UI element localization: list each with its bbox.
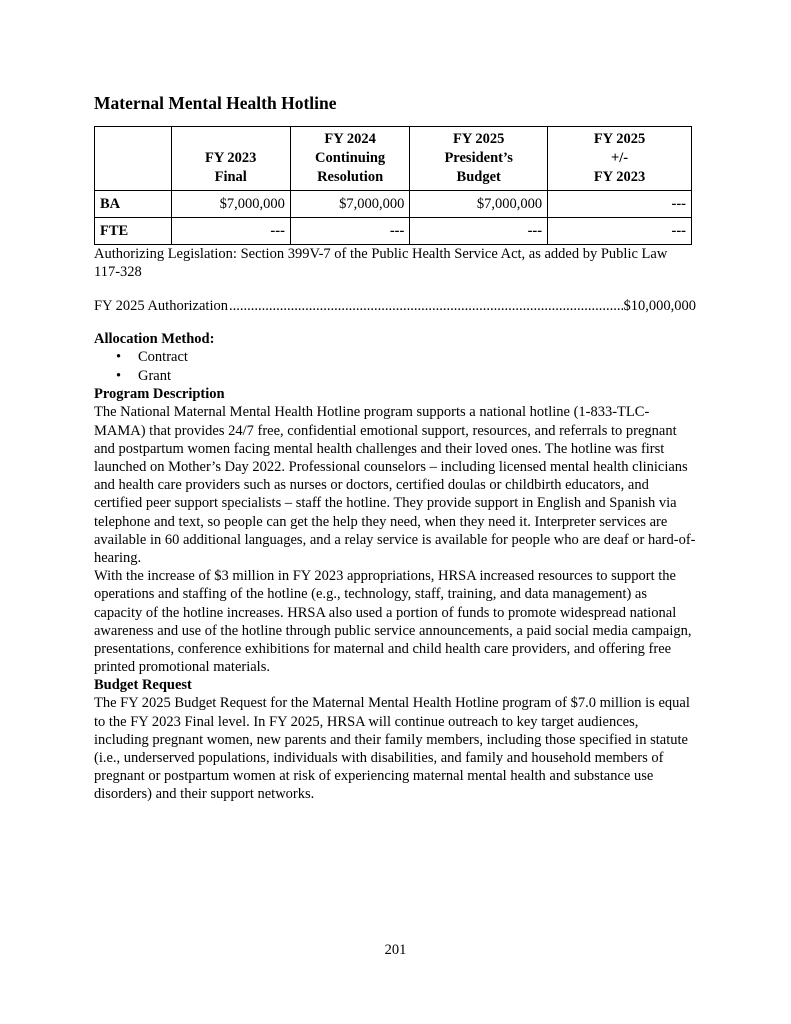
table-header-fy2025-change <box>548 127 692 191</box>
table-cell: --- <box>548 218 692 245</box>
table-header-blank <box>95 127 172 191</box>
dot-leader <box>229 297 623 315</box>
row-label: BA <box>95 191 172 218</box>
budget-table <box>94 126 692 245</box>
allocation-method-list <box>94 348 696 385</box>
header-line: +/- <box>610 150 629 166</box>
row-label: FTE <box>95 218 172 245</box>
table-row-ba <box>95 191 692 218</box>
program-description-paragraph: With the increase of $3 million in FY 2023 appropriations, HRSA increased resources to support the operations and staffing of the hotline (e.g., technology, staff, training, and data management) as capacity of the hotline increases. HRSA also used a portion of funds to promote widespread national awareness and use of the hotline through public service announcements, a paid social media campaign, presentations, conference exhibitions for maternal and child health care providers, and offering free printed promotional materials. <box>94 568 692 676</box>
program-description-paragraph: The National Maternal Mental Health Hotline program supports a national hotline (1-833-TLC-MAMA) that provides 24/7 free, confidential emotional support, resources, and referrals to pregnant and postpartum women facing mental health challenges and their loved ones. The hotline was first launched on Mother’s Day 2022. Professional counselors – including licensed mental health clinicians and health care providers such as nurses or doctors, certified doulas or childbirth educators, and certified peer support specialists – staff the hotline. They provide support in English and Spanish via telephone and text, so people can get the help they need, when they need it. Interpreter services are available in 60 additional languages, and a relay service is available for people who are deaf or hard-of-hearing. <box>94 404 696 567</box>
header-line: Final <box>214 169 247 185</box>
budget-request-paragraph: The FY 2025 Budget Request for the Maternal Mental Health Hotline program of $7.0 million is equal to the FY 2023 Final level. In FY 2025, HRSA will continue outreach to key target audiences, including pregnant women, new parents and their family members, including those specified in statute (i.e., underserved populations, individuals with disabilities, and family and household members of pregnant or postpartum women at risk of experiencing maternal mental health and substance use disorders) and their support networks. <box>94 695 690 803</box>
list-item: • Contract <box>116 348 696 367</box>
header-line: President’s <box>444 150 513 166</box>
fy-authorization-label: FY 2025 Authorization <box>94 298 228 315</box>
table-cell: $7,000,000 <box>290 191 409 218</box>
header-line: Resolution <box>317 169 384 185</box>
table-cell: --- <box>410 218 548 245</box>
header-line: FY 2025 <box>452 131 505 147</box>
fy-authorization-value: $10,000,000 <box>623 298 696 315</box>
page-title: Maternal Mental Health Hotline <box>94 93 337 113</box>
page-number: 201 <box>384 942 407 958</box>
table-header-fy2025-pb <box>410 127 548 191</box>
table-row-fte <box>95 218 692 245</box>
header-line: FY 2024 <box>324 131 376 147</box>
table-cell: --- <box>171 218 290 245</box>
authorizing-legislation: Authorizing Legislation: Section 399V-7 of the Public Health Service Act, as added by Public Law 117-328 <box>94 246 668 281</box>
header-line: FY 2025 <box>593 131 646 147</box>
table-cell: $7,000,000 <box>171 191 290 218</box>
table-header-fy2024-cr <box>290 127 409 191</box>
header-line: Continuing <box>315 150 386 166</box>
document-page <box>94 92 696 804</box>
table-cell: --- <box>548 191 692 218</box>
table-cell: $7,000,000 <box>410 191 548 218</box>
budget-request-heading: Budget Request <box>94 677 192 694</box>
allocation-method-heading: Allocation Method: <box>94 331 215 348</box>
table-header-row <box>95 127 692 191</box>
header-line: FY 2023 <box>205 150 257 166</box>
table-cell: --- <box>290 218 409 245</box>
table-header-fy2023-final <box>171 127 290 191</box>
program-description-heading: Program Description <box>94 386 225 403</box>
fy-authorization-line <box>94 297 696 315</box>
header-line: Budget <box>456 169 501 185</box>
header-line: FY 2023 <box>593 169 646 185</box>
list-item: • Grant <box>116 367 696 386</box>
